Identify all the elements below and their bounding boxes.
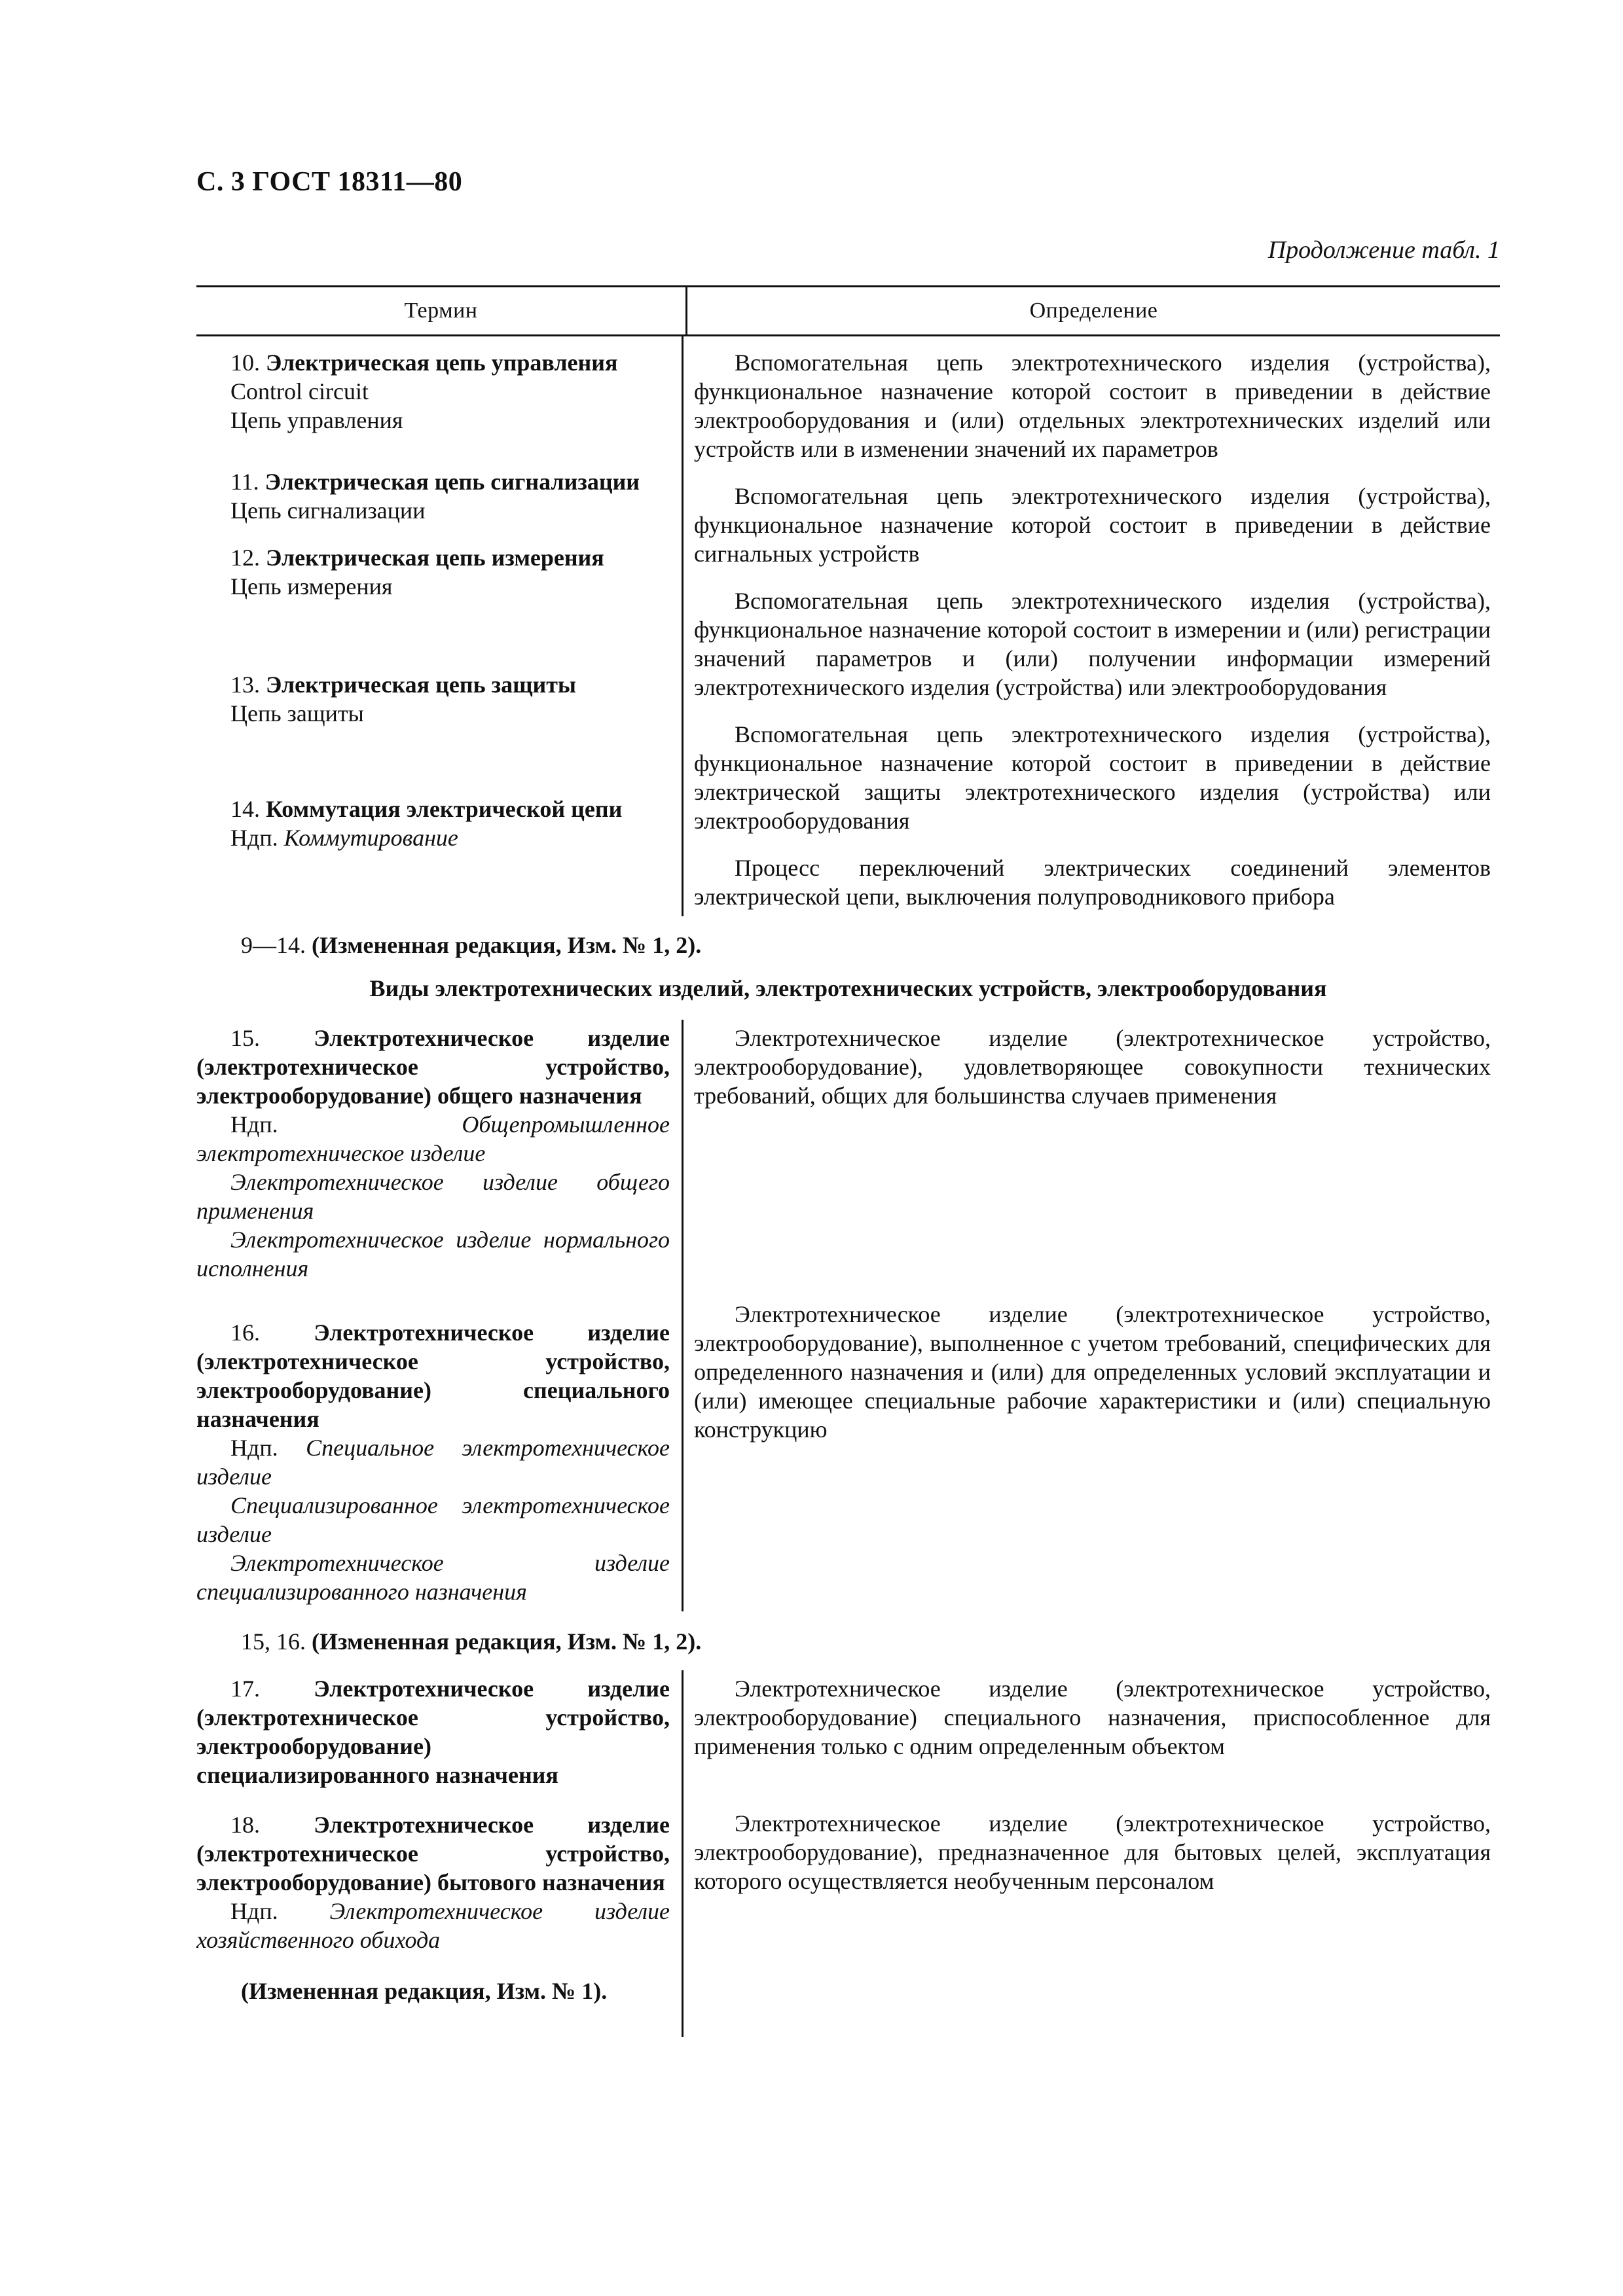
table-continuation-label: Продолжение табл. 1 xyxy=(1267,236,1500,264)
definition-16: Электротехническое изделие (электротехническое устройство, электрооборудование), выполненное с учетом требований, специфических для определенного назначения и (или) для определенных условий эксплуатации и (или) имеющее специальные рабочие характеристики и (или) специальную конструкцию xyxy=(694,1301,1491,1443)
term-entry-14 xyxy=(196,746,670,857)
ndp-term: Специальное электротехническое изделие xyxy=(196,1435,670,1490)
term-english: Control circuit xyxy=(230,378,369,404)
term-entry-13 xyxy=(196,619,670,746)
term-title: Коммутация электрической цепи xyxy=(266,796,623,822)
ndp-term: Электротехническое изделие специализированного назначения xyxy=(196,1550,670,1605)
term-entry-16 xyxy=(196,1301,670,1611)
term-title: Электрическая цепь защиты xyxy=(266,672,577,698)
page-header: С. 3 ГОСТ 18311—80 xyxy=(196,167,463,197)
term-entry-12 xyxy=(196,543,670,619)
term-title: Электротехническое изделие (электротехническое устройство, электрооборудование) специализированного назначения xyxy=(196,1676,670,1788)
term-column xyxy=(196,1020,684,1611)
term-entry-17 xyxy=(196,1670,670,1808)
term-number: 12. xyxy=(230,545,260,571)
definition-15: Электротехническое изделие (электротехническое устройство, электрооборудование), удовлетворяющее совокупности технических требований, общих для большинства случаев применения xyxy=(694,1025,1491,1109)
term-number: 16. xyxy=(230,1319,260,1346)
ndp-term: Электротехническое изделие нормального исполнения xyxy=(196,1227,670,1282)
section-title: Виды электротехнических изделий, электротехнических устройств, электрооборудования xyxy=(369,975,1327,1001)
definition-12: Вспомогательная цепь электротехнического изделия (устройства), функциональное назначение которой состоит в измерении и (или) регистрации значений параметров и (или) получении информации измерений электротехнического изделия (устройства) или электрооборудования xyxy=(694,588,1491,700)
ndp-term: Электротехническое изделие хозяйственного обихода xyxy=(196,1898,670,1953)
term-number: 11. xyxy=(230,469,259,495)
definition-column xyxy=(684,1670,1500,2037)
term-title: Электрическая цепь измерения xyxy=(266,545,604,571)
definition-17: Электротехническое изделие (электротехническое устройство, электрооборудование) специального назначения, приспособленное для применения только с одним определенным объектом xyxy=(694,1676,1491,1759)
term-number: 13. xyxy=(230,672,260,698)
table-block-b xyxy=(196,1020,1500,1611)
ndp-term: Коммутирование xyxy=(283,825,458,851)
amendment-note-15-16 xyxy=(196,1611,1500,1670)
ndp-prefix: Ндп. xyxy=(230,1435,278,1461)
definition-column xyxy=(684,336,1500,916)
term-column xyxy=(196,336,684,916)
term-title: Электрическая цепь сигнализации xyxy=(264,469,640,495)
term-title: Электротехническое изделие (электротехническое устройство, электрооборудование) бытового назначения xyxy=(196,1812,670,1895)
term-number: 14. xyxy=(230,796,260,822)
amendment-range: 15, 16. xyxy=(241,1628,306,1655)
definition-11: Вспомогательная цепь электротехнического изделия (устройства), функциональное назначение которой состоит в приведении в действие сигнальных устройств xyxy=(694,483,1491,567)
term-short: Цепь измерения xyxy=(230,573,393,600)
term-title: Электрическая цепь управления xyxy=(266,350,618,376)
term-column xyxy=(196,1670,684,2037)
term-title: Электротехническое изделие (электротехническое устройство, электрооборудование) специального назначения xyxy=(196,1319,670,1432)
ndp-prefix: Ндп. xyxy=(230,1898,278,1924)
term-entry-18 xyxy=(196,1808,670,1973)
term-number: 15. xyxy=(230,1025,260,1051)
ndp-term: Электротехническое изделие общего применения xyxy=(196,1169,670,1224)
column-header-term: Термин xyxy=(196,287,687,334)
term-number: 17. xyxy=(230,1676,260,1702)
amendment-note-9-14 xyxy=(196,916,1500,974)
term-entry-11 xyxy=(196,453,670,543)
term-entry-10 xyxy=(196,336,670,453)
definition-column xyxy=(684,1020,1500,1611)
term-title: Электротехническое изделие (электротехническое устройство, электрооборудование) общего назначения xyxy=(196,1025,670,1109)
table-block-c xyxy=(196,1670,1500,2037)
term-number: 10. xyxy=(230,350,260,376)
term-short: Цепь сигнализации xyxy=(230,497,426,524)
amendment-text: (Измененная редакция, Изм. № 1, 2). xyxy=(312,932,702,958)
table-block-a xyxy=(196,336,1500,916)
definition-13: Вспомогательная цепь электротехнического изделия (устройства), функциональное назначение которой состоит в приведении в действие электрической защиты электротехнического изделия (устройства) или электрооборудования xyxy=(694,721,1491,834)
column-header-definition: Определение xyxy=(1029,298,1158,323)
ndp-prefix: Ндп. xyxy=(230,1111,278,1138)
ndp-prefix: Ндп. xyxy=(230,825,278,851)
terms-table xyxy=(196,285,1500,2037)
definition-10: Вспомогательная цепь электротехнического изделия (устройства), функциональное назначение которой состоит в приведении в действие электрооборудования и (или) отдельных электротехнических изделий или устройств или в изменении значений их параметров xyxy=(694,350,1491,462)
definition-14: Процесс переключений электрических соединений элементов электрической цепи, выключения полупроводникового прибора xyxy=(694,855,1491,910)
term-short: Цепь защиты xyxy=(230,700,364,726)
term-number: 18. xyxy=(230,1812,260,1838)
ndp-term: Общепромышленное электротехническое изделие xyxy=(196,1111,670,1166)
amendment-note-18: (Измененная редакция, Изм. № 1). xyxy=(241,1978,608,2004)
table-header-row xyxy=(196,287,1500,336)
ndp-term: Специализированное электротехническое изделие xyxy=(196,1492,670,1547)
amendment-text: (Измененная редакция, Изм. № 1, 2). xyxy=(312,1628,702,1655)
definition-18: Электротехническое изделие (электротехническое устройство, электрооборудование), предназначенное для бытовых целей, эксплуатация которого осуществляется необученным персоналом xyxy=(694,1810,1491,1894)
term-short: Цепь управления xyxy=(230,407,403,433)
term-entry-15 xyxy=(196,1020,670,1301)
amendment-range: 9—14. xyxy=(241,932,306,958)
